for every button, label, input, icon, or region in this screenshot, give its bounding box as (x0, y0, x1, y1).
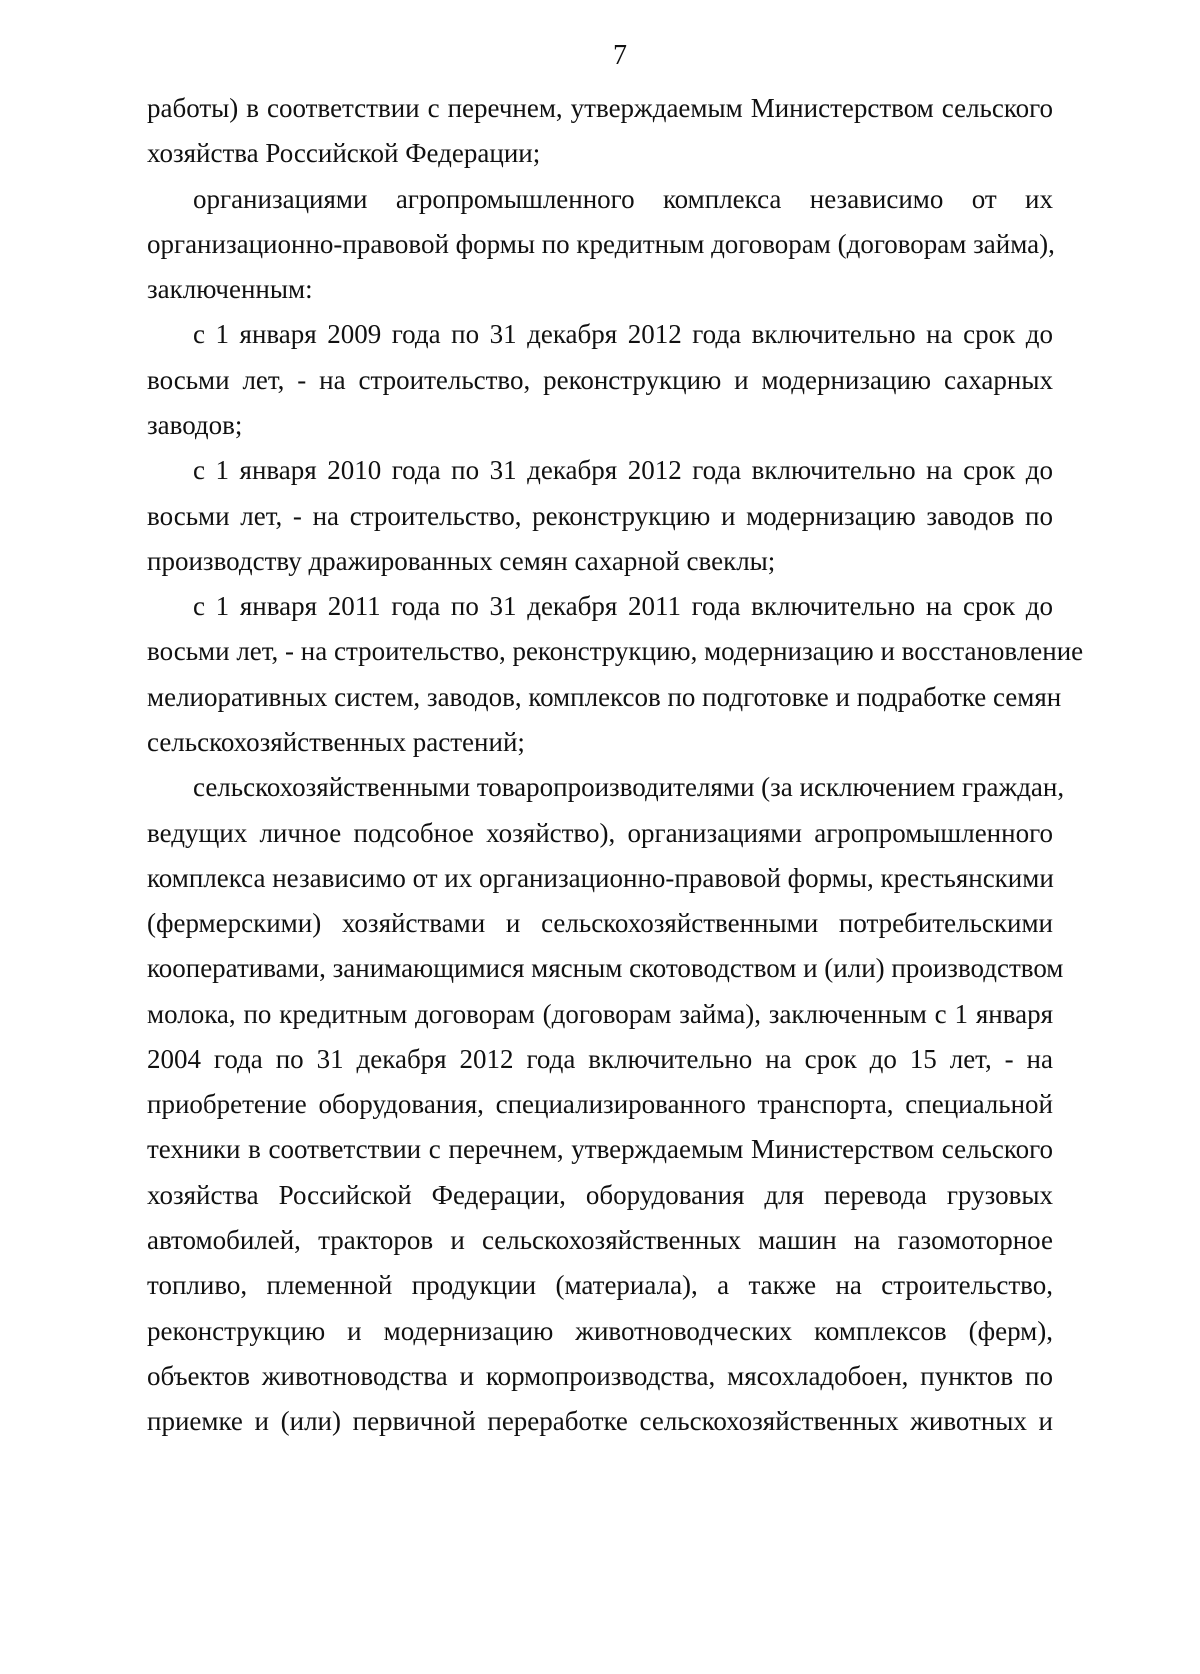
text-line: восьми лет, - на строительство, реконструкцию, модернизацию и восстановление (147, 636, 1084, 666)
text-line: автомобилей, тракторов и сельскохозяйственных машин на газомоторное (147, 1225, 1053, 1255)
text-line: сельскохозяйственными товаропроизводителями (за исключением граждан, (193, 772, 1065, 802)
text-line: молока, по кредитным договорам (договорам займа), заключенным с 1 января (147, 999, 1053, 1029)
text-line: восьми лет, - на строительство, реконструкцию и модернизацию заводов по (147, 501, 1053, 531)
text-line: (фермерскими) хозяйствами и сельскохозяйственными потребительскими (147, 908, 1053, 938)
text-line: ведущих личное подсобное хозяйство), организациями агропромышленного (147, 818, 1053, 848)
page-number: 7 (613, 40, 627, 71)
text-line: приобретение оборудования, специализированного транспорта, специальной (147, 1089, 1053, 1119)
text-line: заключенным: (147, 274, 313, 304)
text-line: комплекса независимо от их организационно-правовой формы, крестьянскими (147, 863, 1054, 893)
text-line: объектов животноводства и кормопроизводства, мясохладобоен, пунктов по (147, 1361, 1053, 1391)
text-line: производству дражированных семян сахарной свеклы; (147, 546, 776, 576)
text-line: с 1 января 2010 года по 31 декабря 2012 года включительно на срок до (193, 455, 1053, 485)
text-line: реконструкцию и модернизацию животноводческих комплексов (ферм), (147, 1316, 1053, 1346)
text-line: техники в соответствии с перечнем, утверждаемым Министерством сельского (147, 1134, 1053, 1164)
text-line: организационно-правовой формы по кредитным договорам (договорам займа), (147, 229, 1055, 259)
text-line: топливо, племенной продукции (материала), а также на строительство, (147, 1270, 1053, 1300)
text-line: 2004 года по 31 декабря 2012 года включительно на срок до 15 лет, - на (147, 1044, 1053, 1074)
text-line: с 1 января 2009 года по 31 декабря 2012 года включительно на срок до (193, 319, 1053, 349)
text-line: организациями агропромышленного комплекса независимо от их (193, 184, 1053, 214)
text-line: хозяйства Российской Федерации, оборудования для перевода грузовых (147, 1180, 1053, 1210)
text-line: мелиоративных систем, заводов, комплексов по подготовке и подработке семян (147, 682, 1062, 712)
text-line: кооперативами, занимающимися мясным скотоводством и (или) производством (147, 953, 1064, 983)
text-line: с 1 января 2011 года по 31 декабря 2011 года включительно на срок до (193, 591, 1053, 621)
text-line: приемке и (или) первичной переработке сельскохозяйственных животных и (147, 1406, 1053, 1436)
text-line: хозяйства Российской Федерации; (147, 138, 541, 168)
text-line: заводов; (147, 410, 243, 440)
text-line: работы) в соответствии с перечнем, утверждаемым Министерством сельского (147, 93, 1053, 123)
text-line: сельскохозяйственных растений; (147, 727, 525, 757)
text-line: восьми лет, - на строительство, реконструкцию и модернизацию сахарных (147, 365, 1053, 395)
